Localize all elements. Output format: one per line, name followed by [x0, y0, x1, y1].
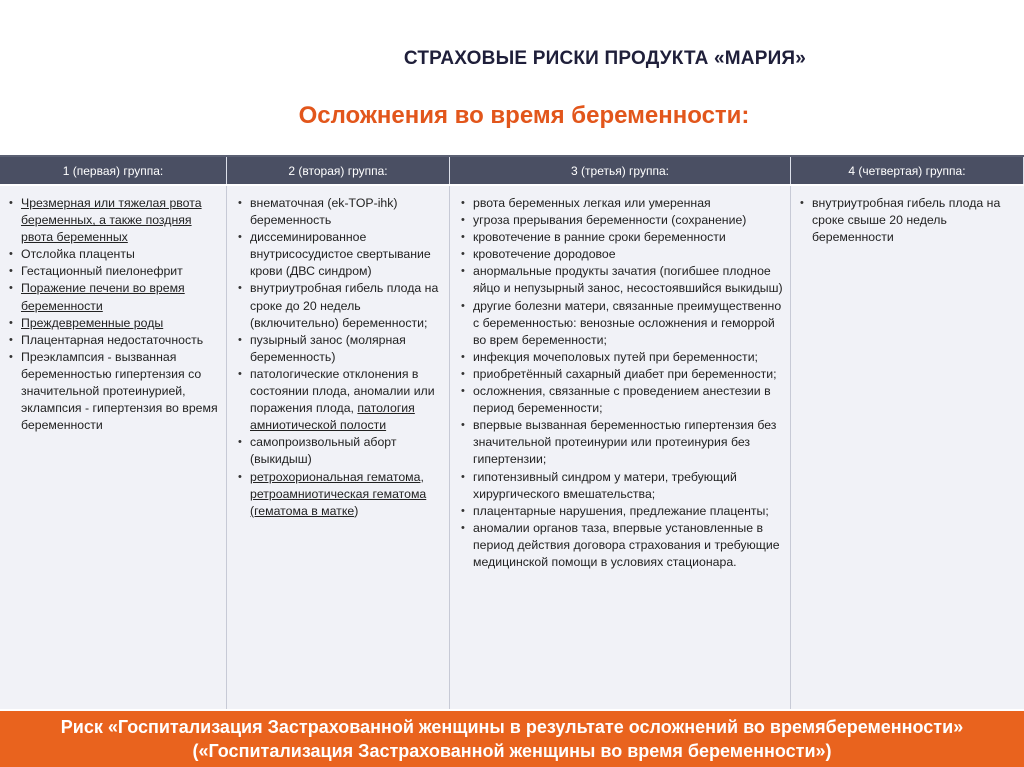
list-item: • пузырный занос (молярная беременность) — [235, 332, 445, 366]
column-group-4 — [791, 186, 1024, 709]
risk-table — [0, 157, 1024, 709]
list-item[interactable] — [6, 195, 222, 246]
header-group-3: 3 (третья) группа: — [450, 157, 791, 184]
banner-line-2: («Госпитализация Застрахованной женщины во время беременности») — [192, 741, 832, 761]
column-group-1 — [0, 186, 227, 709]
list-item — [235, 469, 445, 520]
list-item: • плацентарные нарушения, предлежание плаценты; — [458, 503, 786, 520]
list-item: • Преэклампсия - вызванная беременностью гипертензия со значительной протеинурией, эклампсия - гипертензия во время беременности — [6, 349, 222, 434]
list-item-link[interactable]: патология амниотической полости — [250, 401, 415, 433]
list-item: • Отслойка плаценты — [6, 246, 222, 263]
header-group-4: 4 (четвертая) группа: — [791, 157, 1024, 184]
list-item: • внутриутробная гибель плода на сроке до 20 недель (включительно) беременности; — [235, 280, 445, 331]
list-item: • гипотензивный синдром у матери, требующий хирургического вмешательства; — [458, 469, 786, 503]
list-item: • инфекция мочеполовых путей при беременности; — [458, 349, 786, 366]
header-group-1: 1 (первая) группа: — [0, 157, 227, 184]
list-item-link[interactable]: Поражение печени во время беременности — [21, 281, 185, 313]
list-item: • кровотечение дородовое — [458, 246, 786, 263]
list-item-link[interactable]: Преждевременные роды — [21, 315, 164, 330]
column-group-3 — [450, 186, 791, 709]
list-item: • кровотечение в ранние сроки беременности — [458, 229, 786, 246]
list-item: • Плацентарная недостаточность — [6, 332, 222, 349]
list-item: • внематочная (ek-TOP-ihk) беременность — [235, 195, 445, 229]
list-item: • осложнения, связанные с проведением анестезии в период беременности; — [458, 383, 786, 417]
list-item[interactable] — [6, 280, 222, 314]
column-group-2 — [227, 186, 450, 709]
slide-title: СТРАХОВЫЕ РИСКИ ПРОДУКТА «МАРИЯ» — [403, 48, 807, 69]
header-group-2: 2 (вторая) группа: — [227, 157, 450, 184]
risk-banner — [0, 711, 1024, 767]
banner-line-1: Риск «Госпитализация Застрахованной женщины в результате осложнений во времябеременности» — [60, 717, 964, 737]
slide-subtitle: Осложнения во время беременности: — [298, 102, 750, 129]
list-item: • рвота беременных легкая или умеренная — [458, 195, 786, 212]
list-item: • аномалии органов таза, впервые установленные в период действия договора страхования и требующие медицинской помощи в условиях стационара. — [458, 520, 786, 571]
list-item: • впервые вызванная беременностью гипертензия без значительной протеинурии или протеинурия без гипертензии; — [458, 417, 786, 468]
list-item: • диссеминированное внутрисосудистое свертывание крови (ДВС синдром) — [235, 229, 445, 280]
list-item: • анормальные продукты зачатия (погибшее плодное яйцо и непузырный занос, несостоявшийся выкидыш) — [458, 263, 786, 297]
list-item: • внутриутробная гибель плода на сроке свыше 20 недель беременности — [797, 195, 1020, 246]
list-item-link[interactable]: Чрезмерная или тяжелая рвота беременных, а также поздняя рвота беременных — [21, 196, 202, 245]
list-item: • другие болезни матери, связанные преимущественно с беременностью: венозные осложнения и геморрой во врем беременности; — [458, 298, 786, 349]
list-item[interactable] — [6, 315, 222, 332]
list-item: • угроза прерывания беременности (сохранение) — [458, 212, 786, 229]
list-item — [235, 366, 445, 434]
list-item-link[interactable]: ретрохориональная гематома, ретроамниотическая гематома (гематома в матке — [250, 469, 427, 518]
list-item: • самопроизвольный аборт (выкидыш) — [235, 434, 445, 468]
list-item: • Гестационный пиелонефрит — [6, 263, 222, 280]
list-item-text: патологические отклонения в состоянии плода, аномалии или поражения плода, — [250, 366, 435, 416]
list-item-text: ) — [354, 503, 359, 518]
list-item: • приобретённый сахарный диабет при беременности; — [458, 366, 786, 383]
